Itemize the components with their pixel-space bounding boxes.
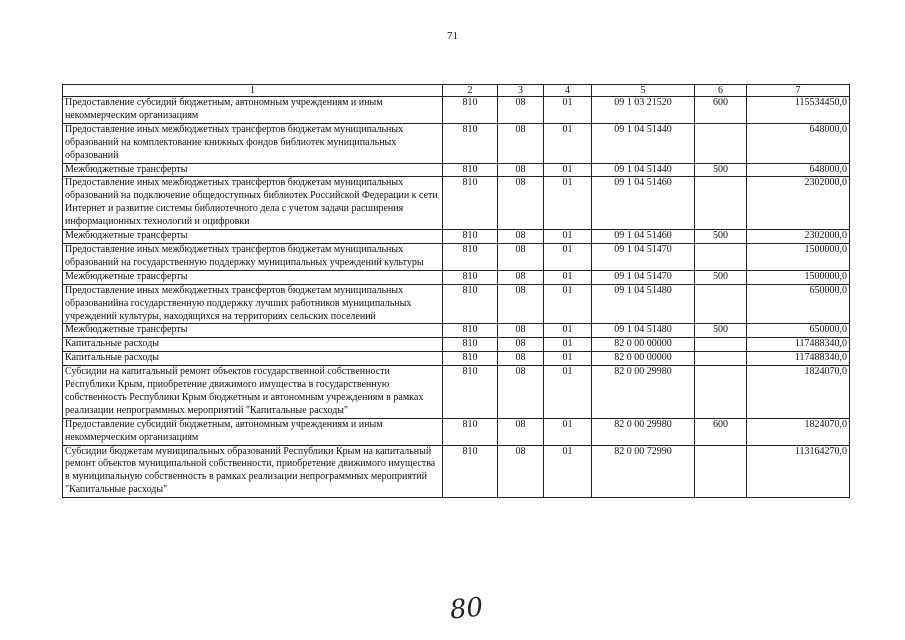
column-header: 7 — [747, 85, 850, 97]
col-2-value: 810 — [443, 163, 498, 177]
col-5-value: 09 1 04 51470 — [592, 270, 695, 284]
table-row — [63, 366, 850, 419]
col-2-value: 810 — [443, 243, 498, 270]
col-3-value: 08 — [498, 163, 544, 177]
col-7-amount: 117488340,0 — [747, 352, 850, 366]
table-row — [63, 230, 850, 244]
col-5-value: 09 1 04 51480 — [592, 324, 695, 338]
col-5-value: 09 1 04 51460 — [592, 177, 695, 230]
col-2-value: 810 — [443, 352, 498, 366]
col-2-value: 810 — [443, 284, 498, 324]
table-row — [63, 270, 850, 284]
col-7-amount: 117488340,0 — [747, 338, 850, 352]
col-7-amount: 113164270,0 — [747, 445, 850, 498]
col-2-value: 810 — [443, 270, 498, 284]
column-header: 2 — [443, 85, 498, 97]
table-row — [63, 418, 850, 445]
col-6-value — [695, 123, 747, 163]
col-5-value: 82 0 00 29980 — [592, 366, 695, 419]
page-number: 71 — [447, 30, 458, 42]
col-7-amount: 115534450,0 — [747, 97, 850, 124]
col-2-value: 810 — [443, 418, 498, 445]
col-2-value: 810 — [443, 230, 498, 244]
col-4-value: 01 — [544, 284, 592, 324]
row-description: Межбюджетные трансферты — [63, 163, 443, 177]
row-description: Предоставление субсидий бюджетным, автономным учреждениям и иным некоммерческим организациям — [63, 97, 443, 124]
col-2-value: 810 — [443, 177, 498, 230]
table-row — [63, 243, 850, 270]
col-7-amount: 2302000,0 — [747, 177, 850, 230]
row-description: Предоставление иных межбюджетных трансфертов бюджетам муниципальных образований на государственную поддержку муниципальных учреждений культуры — [63, 243, 443, 270]
col-3-value: 08 — [498, 324, 544, 338]
col-6-value — [695, 445, 747, 498]
col-4-value: 01 — [544, 243, 592, 270]
col-3-value: 08 — [498, 123, 544, 163]
col-2-value: 810 — [443, 366, 498, 419]
table-row — [63, 163, 850, 177]
col-4-value: 01 — [544, 177, 592, 230]
col-3-value: 08 — [498, 418, 544, 445]
row-description: Межбюджетные трансферты — [63, 324, 443, 338]
col-2-value: 810 — [443, 338, 498, 352]
col-7-amount: 1500000,0 — [747, 270, 850, 284]
row-description: Капитальные расходы — [63, 338, 443, 352]
column-header: 5 — [592, 85, 695, 97]
row-description: Субсидии на капитальный ремонт объектов государственной собственности Республики Крым, приобретение движимого имущества в государственную собственность Республики Крым бюджетным и автономным учреждениям в рамках реализации непрограммных мероприятий "Капитальные расходы" — [63, 366, 443, 419]
col-7-amount: 650000,0 — [747, 324, 850, 338]
col-4-value: 01 — [544, 270, 592, 284]
col-4-value: 01 — [544, 123, 592, 163]
col-5-value: 09 1 04 51440 — [592, 163, 695, 177]
col-6-value: 500 — [695, 270, 747, 284]
col-4-value: 01 — [544, 97, 592, 124]
column-header: 4 — [544, 85, 592, 97]
col-3-value: 08 — [498, 284, 544, 324]
row-description: Предоставление иных межбюджетных трансфертов бюджетам муниципальных образованийна государственную поддержку лучших работников муниципальных учреждений культуры, находящихся на территориях сельских поселений — [63, 284, 443, 324]
col-3-value: 08 — [498, 243, 544, 270]
col-6-value: 500 — [695, 324, 747, 338]
col-5-value: 82 0 00 00000 — [592, 352, 695, 366]
col-6-value: 600 — [695, 97, 747, 124]
col-3-value: 08 — [498, 445, 544, 498]
col-7-amount: 650000,0 — [747, 284, 850, 324]
col-5-value: 09 1 04 51480 — [592, 284, 695, 324]
table-row — [63, 445, 850, 498]
table-header-row — [63, 85, 850, 97]
row-description: Межбюджетные трансферты — [63, 270, 443, 284]
col-3-value: 08 — [498, 230, 544, 244]
col-6-value — [695, 338, 747, 352]
col-7-amount: 1824070,0 — [747, 366, 850, 419]
col-3-value: 08 — [498, 177, 544, 230]
col-6-value — [695, 352, 747, 366]
col-4-value: 01 — [544, 366, 592, 419]
col-5-value: 82 0 00 00000 — [592, 338, 695, 352]
col-4-value: 01 — [544, 338, 592, 352]
table-row — [63, 97, 850, 124]
col-2-value: 810 — [443, 123, 498, 163]
col-6-value: 600 — [695, 418, 747, 445]
col-7-amount: 648000,0 — [747, 163, 850, 177]
col-5-value: 09 1 04 51470 — [592, 243, 695, 270]
column-header: 1 — [63, 85, 443, 97]
col-6-value — [695, 243, 747, 270]
row-description: Предоставление иных межбюджетных трансфертов бюджетам муниципальных образований на подключение общедоступных библиотек Российской Федерации к сети Интернет и развитие системы библиотечного дела с учетом задачи расширения информационных технологий и оцифровки — [63, 177, 443, 230]
row-description: Предоставление субсидий бюджетным, автономным учреждениям и иным некоммерческим организациям — [63, 418, 443, 445]
col-4-value: 01 — [544, 352, 592, 366]
col-7-amount: 1824070,0 — [747, 418, 850, 445]
col-5-value: 82 0 00 29980 — [592, 418, 695, 445]
col-4-value: 01 — [544, 163, 592, 177]
col-6-value — [695, 177, 747, 230]
row-description: Субсидии бюджетам муниципальных образований Республики Крым на капитальный ремонт объектов муниципальной собственности, приобретение движимого имущества в муниципальную собственность в рамках реализации непрограммных мероприятий "Капитальные расходы" — [63, 445, 443, 498]
col-3-value: 08 — [498, 366, 544, 419]
col-6-value: 500 — [695, 230, 747, 244]
column-header: 6 — [695, 85, 747, 97]
row-description: Капитальные расходы — [63, 352, 443, 366]
row-description: Предоставление иных межбюджетных трансфертов бюджетам муниципальных образований на комплектование книжных фондов библиотек муниципальных образований — [63, 123, 443, 163]
table-row — [63, 352, 850, 366]
table-row — [63, 284, 850, 324]
col-6-value — [695, 284, 747, 324]
col-4-value: 01 — [544, 324, 592, 338]
col-4-value: 01 — [544, 418, 592, 445]
col-5-value: 09 1 04 51440 — [592, 123, 695, 163]
col-3-value: 08 — [498, 352, 544, 366]
col-6-value — [695, 366, 747, 419]
col-7-amount: 2302000,0 — [747, 230, 850, 244]
table-row — [63, 177, 850, 230]
col-6-value: 500 — [695, 163, 747, 177]
table-row — [63, 338, 850, 352]
col-5-value: 09 1 04 51460 — [592, 230, 695, 244]
budget-table — [62, 84, 850, 498]
col-5-value: 09 1 03 21520 — [592, 97, 695, 124]
col-5-value: 82 0 00 72990 — [592, 445, 695, 498]
table-row — [63, 123, 850, 163]
row-description: Межбюджетные трансферты — [63, 230, 443, 244]
col-7-amount: 1500000,0 — [747, 243, 850, 270]
col-7-amount: 648000,0 — [747, 123, 850, 163]
column-header: 3 — [498, 85, 544, 97]
col-3-value: 08 — [498, 97, 544, 124]
col-2-value: 810 — [443, 324, 498, 338]
col-4-value: 01 — [544, 230, 592, 244]
col-4-value: 01 — [544, 445, 592, 498]
col-2-value: 810 — [443, 445, 498, 498]
col-3-value: 08 — [498, 338, 544, 352]
table-row — [63, 324, 850, 338]
col-3-value: 08 — [498, 270, 544, 284]
handwritten-page-mark: 80 — [448, 592, 485, 626]
col-2-value: 810 — [443, 97, 498, 124]
